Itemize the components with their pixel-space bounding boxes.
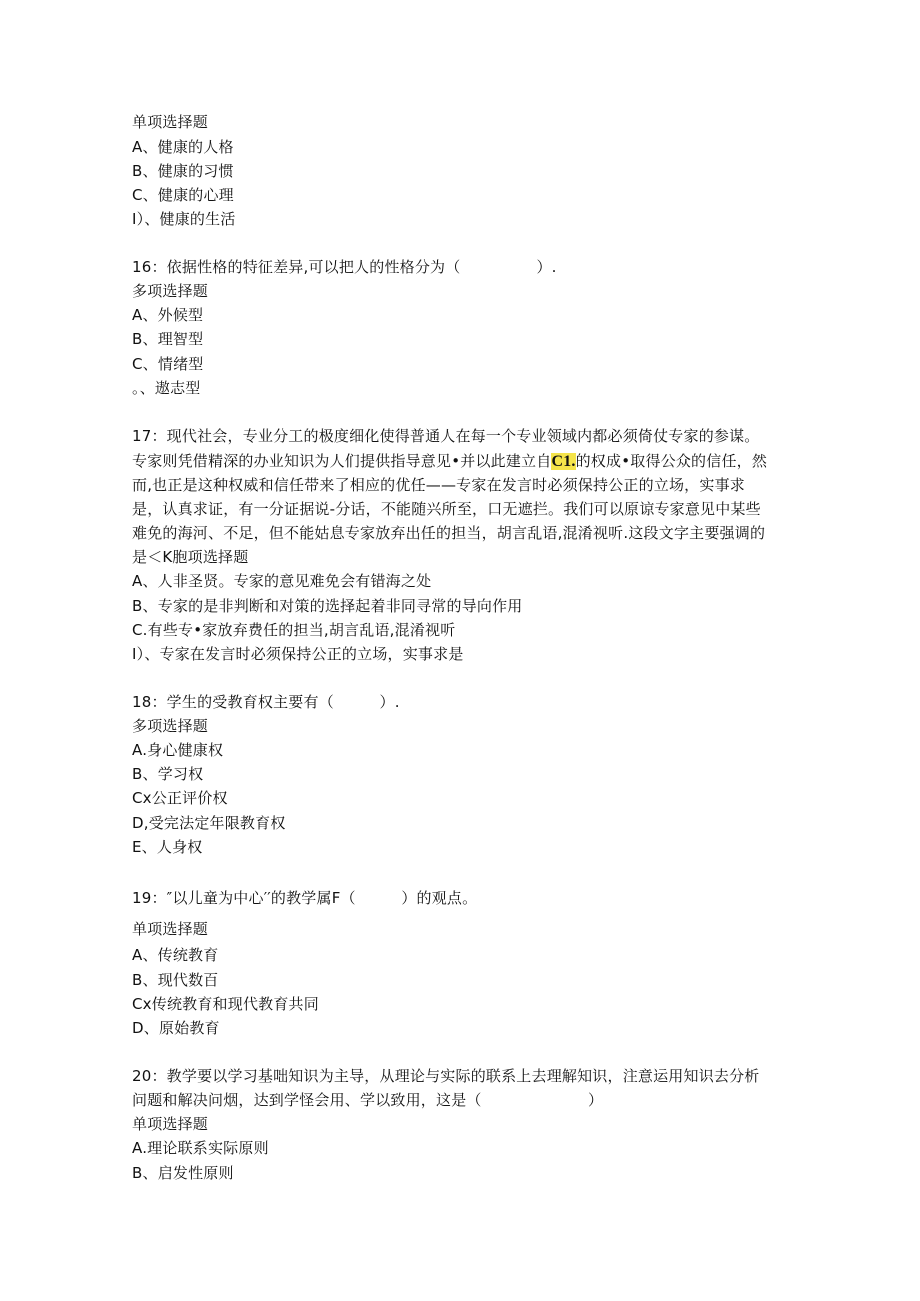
question-16-option-d: 。、遨志型 [132,379,201,397]
question-20-option-b: B、启发性原则 [132,1164,234,1182]
question-19-option-d: D、原始教育 [132,1019,220,1037]
question-19-option-a: A、传统教育 [132,946,219,964]
question-16-option-c: C、情绪型 [132,355,204,373]
option-b: B、健康的习惯 [132,162,234,180]
question-18-type: 多项选择题 [132,717,209,735]
question-17-stem-line-2 [132,451,767,472]
option-d: I）、健康的生活 [132,210,236,228]
question-17-option-c: C.有些专•家放弃费任的担当,胡言乱语,混淆视听 [132,621,456,639]
question-18-stem: 18：学生的受教育权主要有（ ）. [132,693,400,711]
question-20-type: 单项选择题 [132,1115,209,1133]
option-c: C、健康的心理 [132,186,234,204]
question-17-stem-line-3: 而,也正是这种权威和信任带来了相应的优任——专家在发言时必须保持公正的立场，实事求 [132,476,745,494]
question-18-option-b: B、学习权 [132,765,204,783]
question-16-option-a: A、外候型 [132,306,204,324]
question-17-option-b: B、专家的是非判断和对策的选择起着非同寻常的导向作用 [132,597,523,615]
question-20-option-a: A.理论联系实际原则 [132,1139,269,1157]
question-17-text-segment: 的权成•取得公众的信任，然 [575,452,768,470]
question-19-option-c: Cx传统教育和现代教育共同 [132,995,319,1013]
question-18-option-e: E、人身权 [132,838,203,856]
question-19-type: 单项选择题 [132,920,209,938]
question-18-option-c: Cx公正评价权 [132,789,228,807]
question-16-type: 多项选择题 [132,282,209,300]
question-17-stem-line-6: 是＜K胞项选择题 [132,548,249,566]
question-19-option-b: B、现代数百 [132,971,219,989]
question-18-option-a: A.身心健康权 [132,741,224,759]
question-20-stem-line-1: 20：教学要以学习基咄知识为主导，从理论与实际的联系上去理解知识，注意运用知识去分析 [132,1067,760,1085]
highlighted-marker: C1. [551,453,576,470]
question-17-stem-line-1: 17：现代社会，专业分工的极度细化使得普通人在每一个专业领域内都必须倚仗专家的参谋。 [132,427,760,445]
question-17-option-a: A、人非圣贤。专家的意见难免会有错海之处 [132,572,432,590]
question-17-option-d: I）、专家在发言时必须保持公正的立场，实事求是 [132,645,464,663]
question-17-stem-line-4: 是，认真求证，有一分证据说-分话，不能随兴所至，口无遮拦。我们可以原谅专家意见中某些 [132,500,761,518]
question-18-option-d: D,受完法定年限教育权 [132,814,286,832]
question-16-option-b: B、理智型 [132,330,204,348]
question-type-label: 单项选择题 [132,113,209,131]
question-17-text-segment: 专家则凭借精深的办业知识为人们提供指导意见•并以此建立自 [132,452,552,470]
question-16-stem: 16：依据性格的特征差异,可以把人的性格分为（ ）. [132,258,557,276]
question-19-stem: 19：″以儿童为中心′′的教学属F（ ）的观点。 [132,889,478,907]
option-a: A、健康的人格 [132,138,234,156]
question-17-stem-line-5: 难免的海河、不足，但不能姑息专家放弃出任的担当，胡言乱语,混淆视听.这段文字主要强调的 [132,524,766,542]
question-20-stem-line-2: 问题和解决问烟，达到学怪会用、学以致用，这是（ ） [132,1091,604,1109]
